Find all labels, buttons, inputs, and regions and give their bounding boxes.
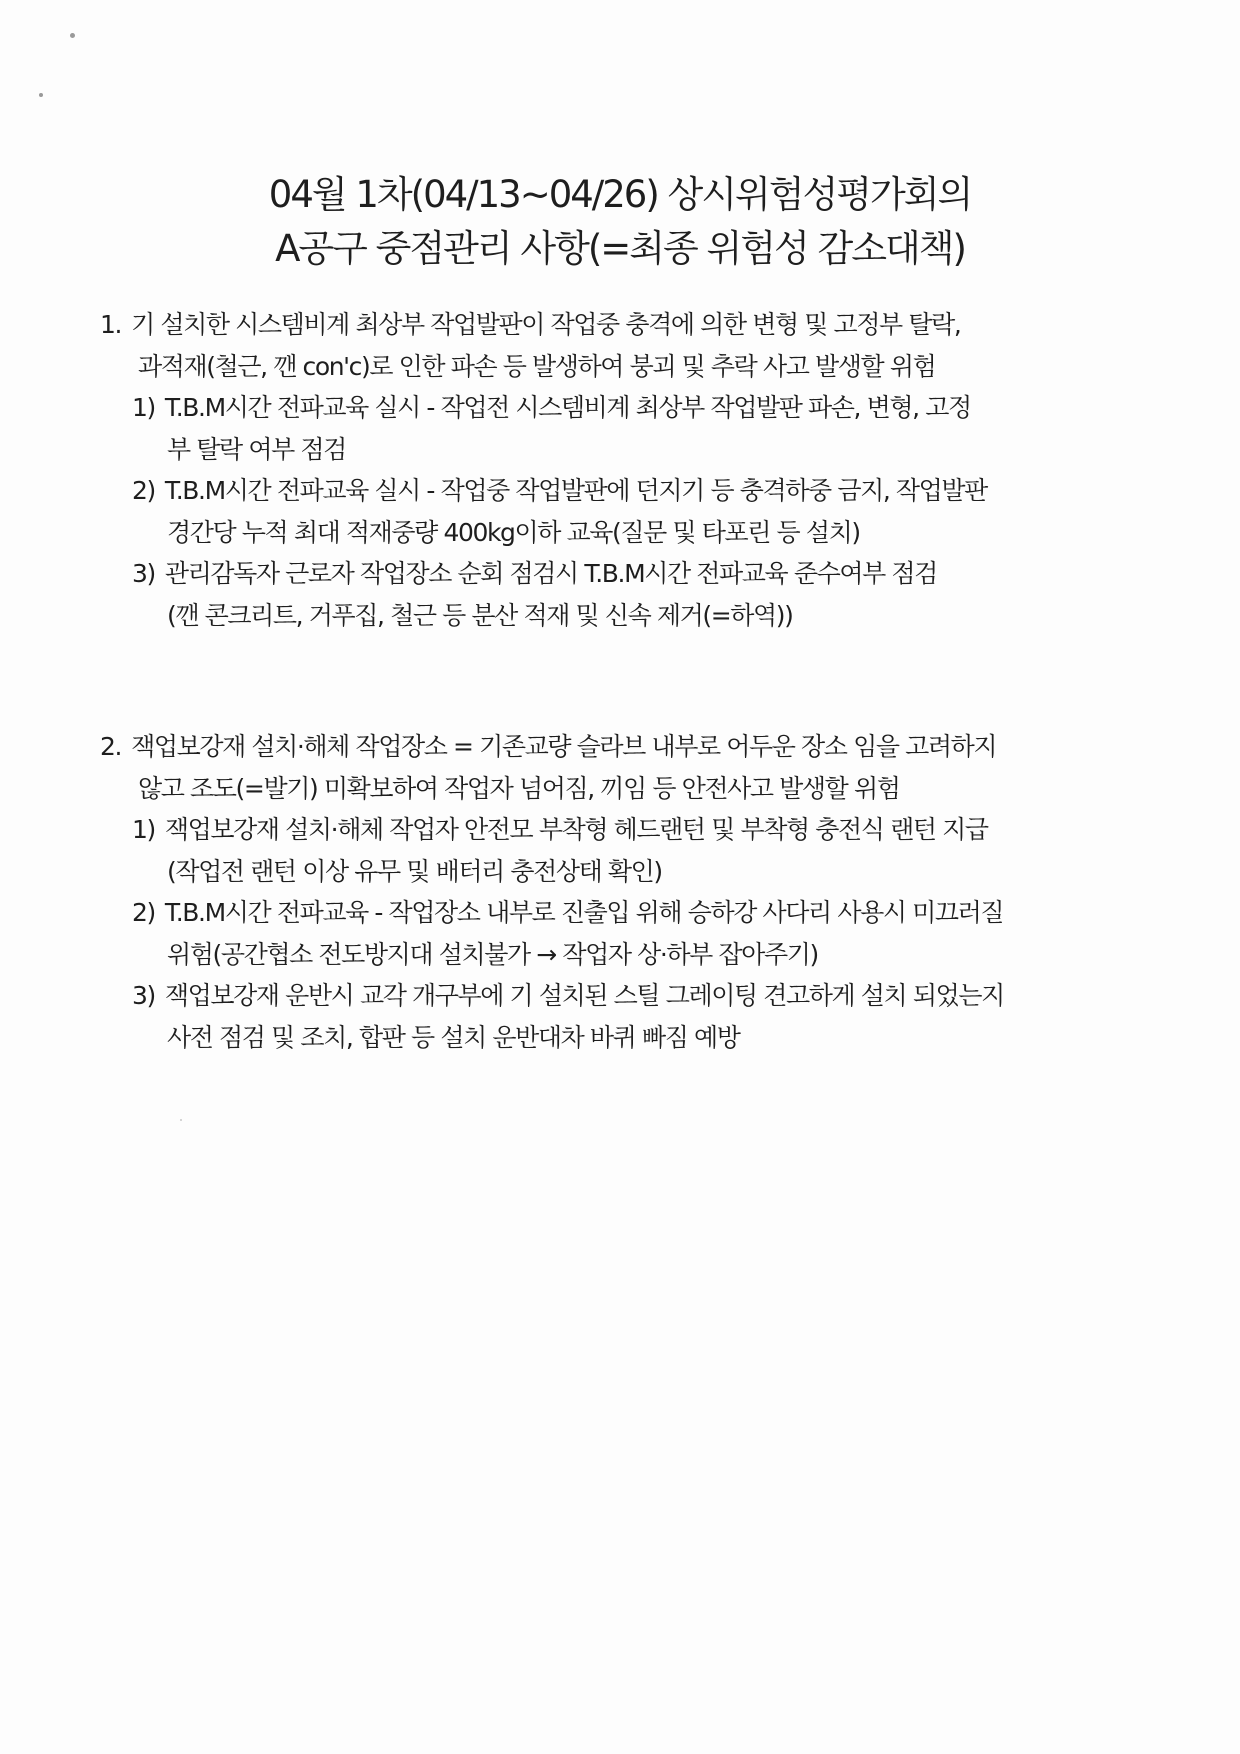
section-2 (100, 726, 1160, 1058)
scan-speck (180, 1119, 182, 1121)
item-text-continuation: 위험(공간협소 전도방지대 설치불가 → 작업자 상·하부 잡아주기) (167, 939, 818, 969)
item-number: 1) (132, 393, 155, 422)
item-text-continuation: (작업전 랜턴 이상 유무 및 배터리 충전상태 확인) (167, 856, 662, 886)
item-number: 1) (132, 815, 155, 844)
item-text: 잭업보강재 설치·해체 작업자 안전모 부착형 헤드랜턴 및 부착형 충전식 랜턴 지급 (164, 815, 988, 844)
document-title (0, 168, 1240, 276)
section-heading-continuation: 과적재(철근, 깬 con'c)로 인한 파손 등 발생하여 붕괴 및 추락 사고 발생할 위험 (138, 351, 936, 381)
item-text: 잭업보강재 운반시 교각 개구부에 기 설치된 스틸 그레이팅 견고하게 설치 되었는지 (164, 981, 1004, 1010)
section-heading-text: 잭업보강재 설치·해체 작업장소 = 기존교량 슬라브 내부로 어두운 장소 임을 고려하지 (131, 732, 997, 761)
section-heading (100, 726, 1160, 768)
scan-speck (70, 33, 75, 38)
title-line-2: A공구 중점관리 사항(=최종 위험성 감소대책) (275, 227, 965, 270)
section-number: 1. (100, 310, 122, 339)
item-text: T.B.M시간 전파교육 - 작업장소 내부로 진출입 위해 승하강 사다리 사용시 미끄러질 (164, 898, 1004, 927)
item-text-continuation: 부 탈락 여부 점검 (167, 434, 346, 464)
list-item (100, 809, 1160, 851)
item-text-continuation: 경간당 누적 최대 적재중량 400kg이하 교육(질문 및 타포린 등 설치) (167, 517, 860, 547)
list-item (100, 892, 1160, 934)
item-text-continuation: (깬 콘크리트, 거푸집, 철근 등 분산 적재 및 신속 제거(=하역)) (167, 600, 793, 630)
item-text-continuation: 사전 점검 및 조치, 합판 등 설치 운반대차 바퀴 빠짐 예방 (167, 1022, 740, 1052)
section-heading-text: 기 설치한 시스템비계 최상부 작업발판이 작업중 충격에 의한 변형 및 고정부 탈락, (131, 310, 961, 339)
scan-speck (39, 93, 43, 97)
item-text: T.B.M시간 전파교육 실시 - 작업중 작업발판에 던지기 등 충격하중 금지, 작업발판 (164, 476, 987, 505)
item-number: 2) (132, 476, 155, 505)
item-number: 3) (132, 559, 155, 588)
item-text: T.B.M시간 전파교육 실시 - 작업전 시스템비계 최상부 작업발판 파손, 변형, 고정 (164, 393, 971, 422)
item-text: 관리감독자 근로자 작업장소 순회 점검시 T.B.M시간 전파교육 준수여부 점검 (164, 559, 937, 588)
section-number: 2. (100, 732, 122, 761)
list-item (100, 553, 1160, 595)
item-number: 2) (132, 898, 155, 927)
section-1 (100, 304, 1160, 636)
list-item (100, 975, 1160, 1017)
list-item (100, 387, 1160, 429)
title-line-1: 04월 1차(04/13~04/26) 상시위험성평가회의 (268, 173, 972, 216)
section-heading (100, 304, 1160, 346)
section-heading-continuation: 않고 조도(=발기) 미확보하여 작업자 넘어짐, 끼임 등 안전사고 발생할 위험 (138, 773, 900, 803)
item-number: 3) (132, 981, 155, 1010)
list-item (100, 470, 1160, 512)
